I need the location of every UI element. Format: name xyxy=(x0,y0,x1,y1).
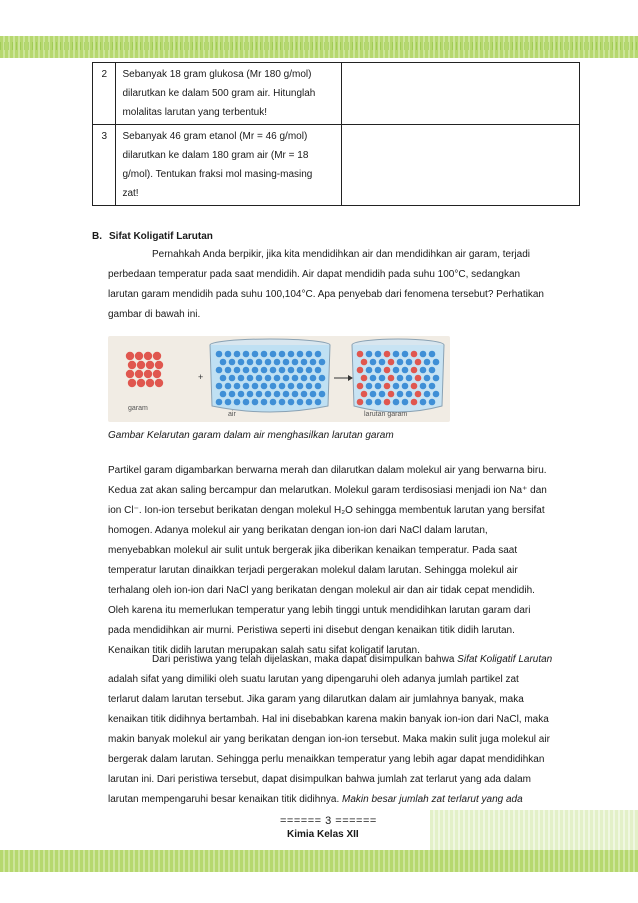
question-text xyxy=(116,63,342,125)
salt-particle xyxy=(126,370,134,378)
text-line: gambar di bawah ini. xyxy=(108,309,201,320)
molecule-particle xyxy=(393,399,400,406)
molecule-particle xyxy=(274,359,281,366)
molecule-particle xyxy=(319,359,326,366)
question-line: molalitas larutan yang terbentuk! xyxy=(122,107,267,118)
molecule-particle xyxy=(270,367,277,374)
molecule-particle xyxy=(247,391,254,398)
molecule-particle xyxy=(297,399,304,406)
molecule-particle xyxy=(379,375,386,382)
answer-cell[interactable] xyxy=(342,125,580,206)
salt-particle xyxy=(155,361,163,369)
molecule-particle xyxy=(384,383,391,390)
molecule-particle xyxy=(388,375,395,382)
water-beaker xyxy=(210,339,330,412)
molecule-particle xyxy=(375,351,382,358)
text-line xyxy=(108,650,588,670)
molecule-particle xyxy=(429,383,436,390)
molecule-particle xyxy=(252,351,259,358)
molecule-particle xyxy=(288,367,295,374)
salt-particle xyxy=(146,379,154,387)
molecule-particle xyxy=(243,383,250,390)
solution-label: larutan garam xyxy=(364,411,408,418)
molecule-particle xyxy=(234,367,241,374)
molecule-particle xyxy=(283,391,290,398)
molecule-particle xyxy=(406,375,413,382)
molecule-particle xyxy=(288,351,295,358)
molecule-particle xyxy=(243,367,250,374)
salt-particle xyxy=(128,379,136,387)
salt-label: garam xyxy=(128,405,148,412)
plus-sign: + xyxy=(198,372,204,382)
reaction-arrow xyxy=(334,375,353,381)
text-line: makin banyak molekul air yang berikatan dengan ion-ion tersebut. Maka makin sulit juga molekul air xyxy=(108,734,550,745)
molecule-particle xyxy=(393,351,400,358)
molecule-particle xyxy=(256,391,263,398)
text-line: menyebabkan molekul air sulit untuk bergerak jika diberikan kenaikan temperatur. Pada saat xyxy=(108,545,518,556)
intro-paragraph xyxy=(108,245,588,325)
footer-title: Kimia Kelas XII xyxy=(287,829,359,840)
molecule-particle xyxy=(411,351,418,358)
molecule-particle xyxy=(366,367,373,374)
molecule-particle xyxy=(411,399,418,406)
molecule-particle xyxy=(234,351,241,358)
molecule-particle xyxy=(415,375,422,382)
molecule-particle xyxy=(315,399,322,406)
molecule-particle xyxy=(238,359,245,366)
molecule-particle xyxy=(292,375,299,382)
molecule-particle xyxy=(306,351,313,358)
molecule-particle xyxy=(256,375,263,382)
answer-cell[interactable] xyxy=(342,63,580,125)
question-line: zat! xyxy=(122,188,139,199)
molecule-particle xyxy=(424,391,431,398)
molecule-particle xyxy=(429,399,436,406)
text-line: Oleh karena itu memerlukan temperatur yang lebih tinggi untuk mendidihkan larutan garam dari xyxy=(108,605,531,616)
molecule-particle xyxy=(225,351,232,358)
water-label: air xyxy=(228,411,236,418)
molecule-particle xyxy=(252,367,259,374)
molecule-particle xyxy=(216,383,223,390)
molecule-particle xyxy=(265,375,272,382)
molecule-particle xyxy=(357,367,364,374)
molecule-particle xyxy=(366,351,373,358)
molecule-particle xyxy=(379,391,386,398)
molecule-particle xyxy=(297,383,304,390)
molecule-particle xyxy=(229,391,236,398)
molecule-particle xyxy=(402,399,409,406)
molecule-particle xyxy=(433,375,440,382)
molecule-particle xyxy=(234,399,241,406)
molecule-particle xyxy=(283,359,290,366)
molecule-particle xyxy=(261,399,268,406)
section-title: Sifat Koligatif Larutan xyxy=(109,231,213,242)
molecule-particle xyxy=(216,367,223,374)
molecule-particle xyxy=(306,367,313,374)
molecule-particle xyxy=(270,399,277,406)
molecule-particle xyxy=(220,391,227,398)
text-line: terhalang oleh ion-ion dari NaCl yang berikatan dengan molekul air dan air tidak cepat mendidih. xyxy=(108,585,535,596)
text-italic: Makin besar jumlah zat terlarut yang ada xyxy=(342,794,523,805)
salt-particle xyxy=(144,370,152,378)
text-line: kenaikan titik didihnya bertambah. Hal ini disebabkan karena makin banyak ion-ion dari NaCl, maka xyxy=(108,714,549,725)
molecule-particle xyxy=(270,351,277,358)
text-line: larutan garam mendidih pada suhu 100,104°C. Apa penyebab dari fenomena tersebut? Perhatikan xyxy=(108,289,544,300)
molecule-particle xyxy=(375,399,382,406)
molecule-particle xyxy=(310,359,317,366)
molecule-particle xyxy=(243,351,250,358)
molecule-particle xyxy=(388,359,395,366)
text-line: Partikel garam digambarkan berwarna merah dan dilarutkan dalam molekul air yang berwarna biru. xyxy=(108,465,547,476)
text-line: Kenaikan titik didih larutan merupakan salah satu sifat koligatif larutan. xyxy=(108,645,420,656)
molecule-particle xyxy=(319,375,326,382)
molecule-particle xyxy=(265,359,272,366)
molecule-particle xyxy=(216,399,223,406)
molecule-particle xyxy=(424,375,431,382)
molecule-particle xyxy=(310,375,317,382)
molecule-particle xyxy=(220,375,227,382)
molecule-particle xyxy=(397,391,404,398)
molecule-particle xyxy=(292,391,299,398)
molecule-particle xyxy=(238,391,245,398)
molecule-particle xyxy=(370,375,377,382)
molecule-particle xyxy=(406,391,413,398)
molecule-particle xyxy=(366,383,373,390)
molecule-particle xyxy=(375,383,382,390)
molecule-particle xyxy=(393,383,400,390)
molecule-particle xyxy=(297,351,304,358)
molecule-particle xyxy=(252,383,259,390)
molecule-particle xyxy=(288,399,295,406)
molecule-particle xyxy=(315,367,322,374)
salt-particle xyxy=(137,379,145,387)
molecule-particle xyxy=(310,391,317,398)
molecule-particle xyxy=(384,351,391,358)
molecule-particle xyxy=(216,351,223,358)
molecule-particle xyxy=(306,399,313,406)
molecule-particle xyxy=(397,359,404,366)
molecule-particle xyxy=(397,375,404,382)
explanation-paragraph xyxy=(108,461,588,661)
molecule-particle xyxy=(301,359,308,366)
dissolution-figure xyxy=(108,336,450,422)
text-line: pada mendidihkan air murni. Peristiwa seperti ini disebut dengan kenaikan titik didih larutan. xyxy=(108,625,515,636)
molecule-particle xyxy=(433,391,440,398)
molecule-particle xyxy=(256,359,263,366)
molecule-particle xyxy=(415,359,422,366)
molecule-particle xyxy=(366,399,373,406)
molecule-particle xyxy=(292,359,299,366)
footer-decoration-band xyxy=(0,850,638,872)
salt-particle xyxy=(146,361,154,369)
molecule-particle xyxy=(429,367,436,374)
molecule-particle xyxy=(424,359,431,366)
molecule-particle xyxy=(388,391,395,398)
molecule-particle xyxy=(384,367,391,374)
molecule-particle xyxy=(415,391,422,398)
salt-particle xyxy=(153,352,161,360)
molecule-particle xyxy=(315,351,322,358)
text-line: Kedua zat akan saling bercampur dan melarutkan. Molekul garam terdisosiasi menjadi ion Na⁺ dan xyxy=(108,485,547,496)
solution-beaker xyxy=(352,339,444,412)
molecule-particle xyxy=(420,399,427,406)
exercise-table xyxy=(92,62,580,206)
dissolution-illustration xyxy=(108,336,450,422)
salt-particle xyxy=(126,352,134,360)
molecule-particle xyxy=(357,351,364,358)
molecule-particle xyxy=(261,367,268,374)
molecule-particle xyxy=(370,359,377,366)
molecule-particle xyxy=(279,383,286,390)
molecule-particle xyxy=(225,367,232,374)
molecule-particle xyxy=(297,367,304,374)
question-line: dilarutkan ke dalam 500 gram air. Hitunglah xyxy=(122,88,316,99)
table-row xyxy=(93,63,580,125)
molecule-particle xyxy=(384,399,391,406)
text-line: perbedaan temperatur pada saat mendidih. Air dapat mendidih pada suhu 100°C, sedangkan xyxy=(108,269,521,280)
molecule-particle xyxy=(361,391,368,398)
row-number: 3 xyxy=(93,125,116,206)
molecule-particle xyxy=(370,391,377,398)
molecule-particle xyxy=(306,383,313,390)
table-row xyxy=(93,125,580,206)
salt-particle xyxy=(135,352,143,360)
molecule-particle xyxy=(274,375,281,382)
molecule-particle xyxy=(274,391,281,398)
molecule-particle xyxy=(315,383,322,390)
molecule-particle xyxy=(406,359,413,366)
question-text xyxy=(116,125,342,206)
molecule-particle xyxy=(411,383,418,390)
salt-crystal xyxy=(126,352,163,387)
salt-particle xyxy=(153,370,161,378)
molecule-particle xyxy=(379,359,386,366)
molecule-particle xyxy=(411,367,418,374)
molecule-particle xyxy=(420,351,427,358)
molecule-particle xyxy=(361,375,368,382)
term-italic: Sifat Koligatif Larutan xyxy=(457,654,553,665)
molecule-particle xyxy=(420,367,427,374)
question-line: g/mol). Tentukan fraksi mol masing-masing xyxy=(122,169,313,180)
molecule-particle xyxy=(261,383,268,390)
molecule-particle xyxy=(393,367,400,374)
text-line: Pernahkah Anda berpikir, jika kita mendidihkan air dan mendidihkan air garam, terjadi xyxy=(152,249,530,260)
question-line: dilarutkan ke dalam 180 gram air (Mr = 18 xyxy=(122,150,309,161)
text-line xyxy=(108,790,588,810)
molecule-particle xyxy=(429,351,436,358)
text-span: Dari peristiwa yang telah dijelaskan, maka dapat disimpulkan bahwa xyxy=(152,654,458,665)
molecule-particle xyxy=(234,383,241,390)
salt-particle xyxy=(155,379,163,387)
section-letter: B. xyxy=(92,231,102,242)
molecule-particle xyxy=(279,367,286,374)
question-line: Sebanyak 46 gram etanol (Mr = 46 g/mol) xyxy=(122,131,308,142)
text-line: terlarut dalam larutan tersebut. Jika garam yang dilarutkan dalam air jumlahnya banyak, maka xyxy=(108,694,524,705)
molecule-particle xyxy=(229,375,236,382)
molecule-particle xyxy=(220,359,227,366)
molecule-particle xyxy=(375,367,382,374)
text-line: temperatur larutan dinaikkan terjadi pergerakan molekul dalam larutan. Sehingga molekul air xyxy=(108,565,518,576)
molecule-particle xyxy=(279,399,286,406)
molecule-particle xyxy=(357,383,364,390)
molecule-particle xyxy=(229,359,236,366)
molecule-particle xyxy=(252,399,259,406)
section-heading xyxy=(92,231,213,242)
question-line: Sebanyak 18 gram glukosa (Mr 180 g/mol) xyxy=(122,69,312,80)
salt-particle xyxy=(128,361,136,369)
text-line: bergerak dalam larutan. Sehingga perlu menaikkan temperatur yang lebih agar dapat mendidihkan xyxy=(108,754,545,765)
conclusion-paragraph xyxy=(108,650,588,810)
molecule-particle xyxy=(243,399,250,406)
molecule-particle xyxy=(261,351,268,358)
molecule-particle xyxy=(402,367,409,374)
molecule-particle xyxy=(288,383,295,390)
molecule-particle xyxy=(433,359,440,366)
footer-decoration-tab xyxy=(430,810,638,850)
row-number: 2 xyxy=(93,63,116,125)
molecule-particle xyxy=(301,375,308,382)
molecule-particle xyxy=(247,359,254,366)
molecule-particle xyxy=(301,391,308,398)
molecule-particle xyxy=(225,383,232,390)
molecule-particle xyxy=(357,399,364,406)
salt-particle xyxy=(137,361,145,369)
salt-particle xyxy=(135,370,143,378)
molecule-particle xyxy=(402,351,409,358)
molecule-particle xyxy=(283,375,290,382)
molecule-particle xyxy=(420,383,427,390)
molecule-particle xyxy=(265,391,272,398)
text-span: larutan mempengaruhi besar kenaikan titik didihnya. xyxy=(108,794,343,805)
molecule-particle xyxy=(247,375,254,382)
figure-caption: Gambar Kelarutan garam dalam air menghasilkan larutan garam xyxy=(108,430,394,441)
text-line: ion Cl⁻. Ion-ion tersebut berikatan dengan molekul H₂O sehingga membentuk larutan yang bersifat xyxy=(108,505,545,516)
molecule-particle xyxy=(225,399,232,406)
molecule-particle xyxy=(270,383,277,390)
molecule-particle xyxy=(361,359,368,366)
molecule-particle xyxy=(319,391,326,398)
page-number: ====== 3 ====== xyxy=(280,815,377,827)
text-line: larutan ini. Dari peristiwa tersebut, dapat disimpulkan bahwa jumlah zat terlarut yang ada dalam xyxy=(108,774,532,785)
molecule-particle xyxy=(279,351,286,358)
text-line: adalah sifat yang dimiliki oleh suatu larutan yang dipengaruhi oleh adanya jumlah partikel zat xyxy=(108,674,519,685)
molecule-particle xyxy=(402,383,409,390)
salt-particle xyxy=(144,352,152,360)
header-decoration-band xyxy=(0,36,638,58)
molecule-particle xyxy=(238,375,245,382)
text-line: homogen. Adanya molekul air yang berikatan dengan ion-ion dari NaCl dalam larutan, xyxy=(108,525,488,536)
